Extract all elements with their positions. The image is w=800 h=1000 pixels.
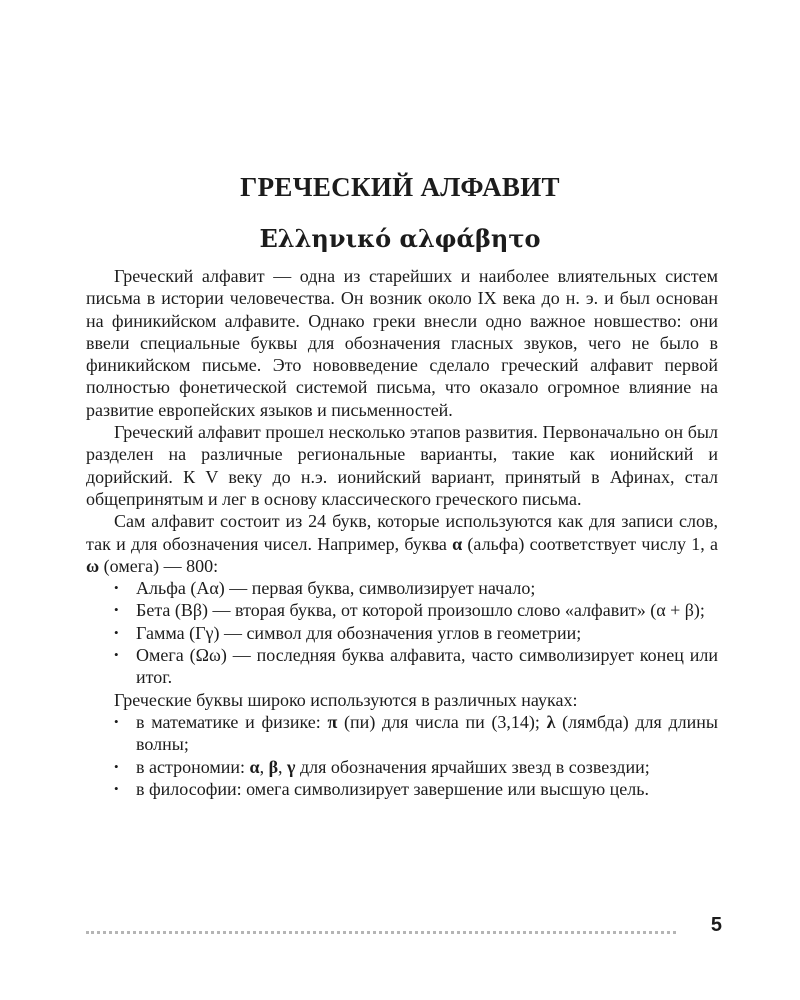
alpha-symbol: α xyxy=(249,756,260,777)
lambda-symbol: λ xyxy=(546,711,556,732)
list-item xyxy=(86,622,718,644)
bullet: • xyxy=(114,647,119,663)
letters-paragraph-text-2: (альфа) соответствует числу 1, а xyxy=(462,533,718,554)
page-number: 5 xyxy=(710,914,722,936)
list-item xyxy=(86,756,718,778)
intro-paragraph-1: Греческий алфавит — одна из старейших и наиболее влиятельных систем письма в истории человечества. Он возник около IX века до н. э. и был основан на финикийском алфавите. Однако греки внесли одно важное новшество: они ввели специальные буквы для обозначения гласных звуков, чего не было в финикийском письме. Это нововведение сделало греческий алфавит первой полностью фонетической системой письма, что оказало огромное влияние на развитие европейских языков и письменностей. xyxy=(86,266,718,420)
alpha-symbol: α xyxy=(452,533,463,554)
page-subtitle-greek: Ελληνικό αλφάβητο xyxy=(259,224,541,253)
astro-text-1: в астрономии: xyxy=(136,756,250,777)
math-text-3: (лямбда) для длины волны; xyxy=(136,711,719,755)
separator: , xyxy=(259,756,269,777)
list-item-text: Омега (Ωω) — последняя буква алфавита, часто символизирует конец или итог. xyxy=(136,645,718,688)
list-item-text: Альфа (Αα) — первая буква, символизирует начало; xyxy=(136,578,536,599)
astro-text-2: для обозначения ярчайших звезд в созвездии; xyxy=(295,756,650,777)
philosophy-text: в философии: омега символизирует завершение или высшую цель. xyxy=(136,778,649,799)
math-text-1: в математике и физике: xyxy=(136,711,328,732)
math-text-2: (пи) для числа пи (3,14); xyxy=(337,711,547,732)
page-title: ГРЕЧЕСКИЙ АЛФАВИТ xyxy=(240,172,560,202)
list-item-text: Гамма (Γγ) — символ для обозначения углов в геометрии; xyxy=(136,622,582,643)
separator: , xyxy=(278,756,288,777)
bullet: • xyxy=(114,624,119,640)
letters-paragraph xyxy=(86,510,718,577)
footer-dotted-rule xyxy=(86,931,676,934)
sciences-intro: Греческие буквы широко используются в различных науках: xyxy=(114,689,578,710)
letters-paragraph-text-3: (омега) — 800: xyxy=(99,555,219,576)
list-item xyxy=(86,577,718,599)
bullet: • xyxy=(114,602,119,618)
bullet: • xyxy=(114,780,119,796)
list-item-text: Бета (Ββ) — вторая буква, от которой произошло слово «алфавит» (α + β); xyxy=(136,600,705,621)
list-item xyxy=(86,711,718,756)
body-text xyxy=(86,265,718,800)
pi-symbol: π xyxy=(327,711,338,732)
beta-symbol: β xyxy=(268,756,279,777)
gamma-symbol: γ xyxy=(287,756,296,777)
omega-symbol: ω xyxy=(86,555,100,576)
list-item xyxy=(86,644,718,689)
list-item xyxy=(86,599,718,621)
letters-paragraph-text-1: Сам алфавит состоит из 24 букв, которые используются как для записи слов, так и для обозначения чисел. Например, буква xyxy=(86,511,718,554)
bullet: • xyxy=(114,713,119,729)
sciences-list xyxy=(86,711,718,800)
intro-paragraph-2: Греческий алфавит прошел несколько этапов развития. Первоначально он был разделен на различные региональные варианты, такие как ионийский и дорийский. К V веку до н.э. ионийский вариант, принятый в Афинах, стал общепринятым и лег в основу классического греческого письма. xyxy=(86,422,718,509)
bullet: • xyxy=(114,758,119,774)
bullet: • xyxy=(114,580,119,596)
letters-list xyxy=(86,577,718,688)
list-item xyxy=(86,778,718,800)
